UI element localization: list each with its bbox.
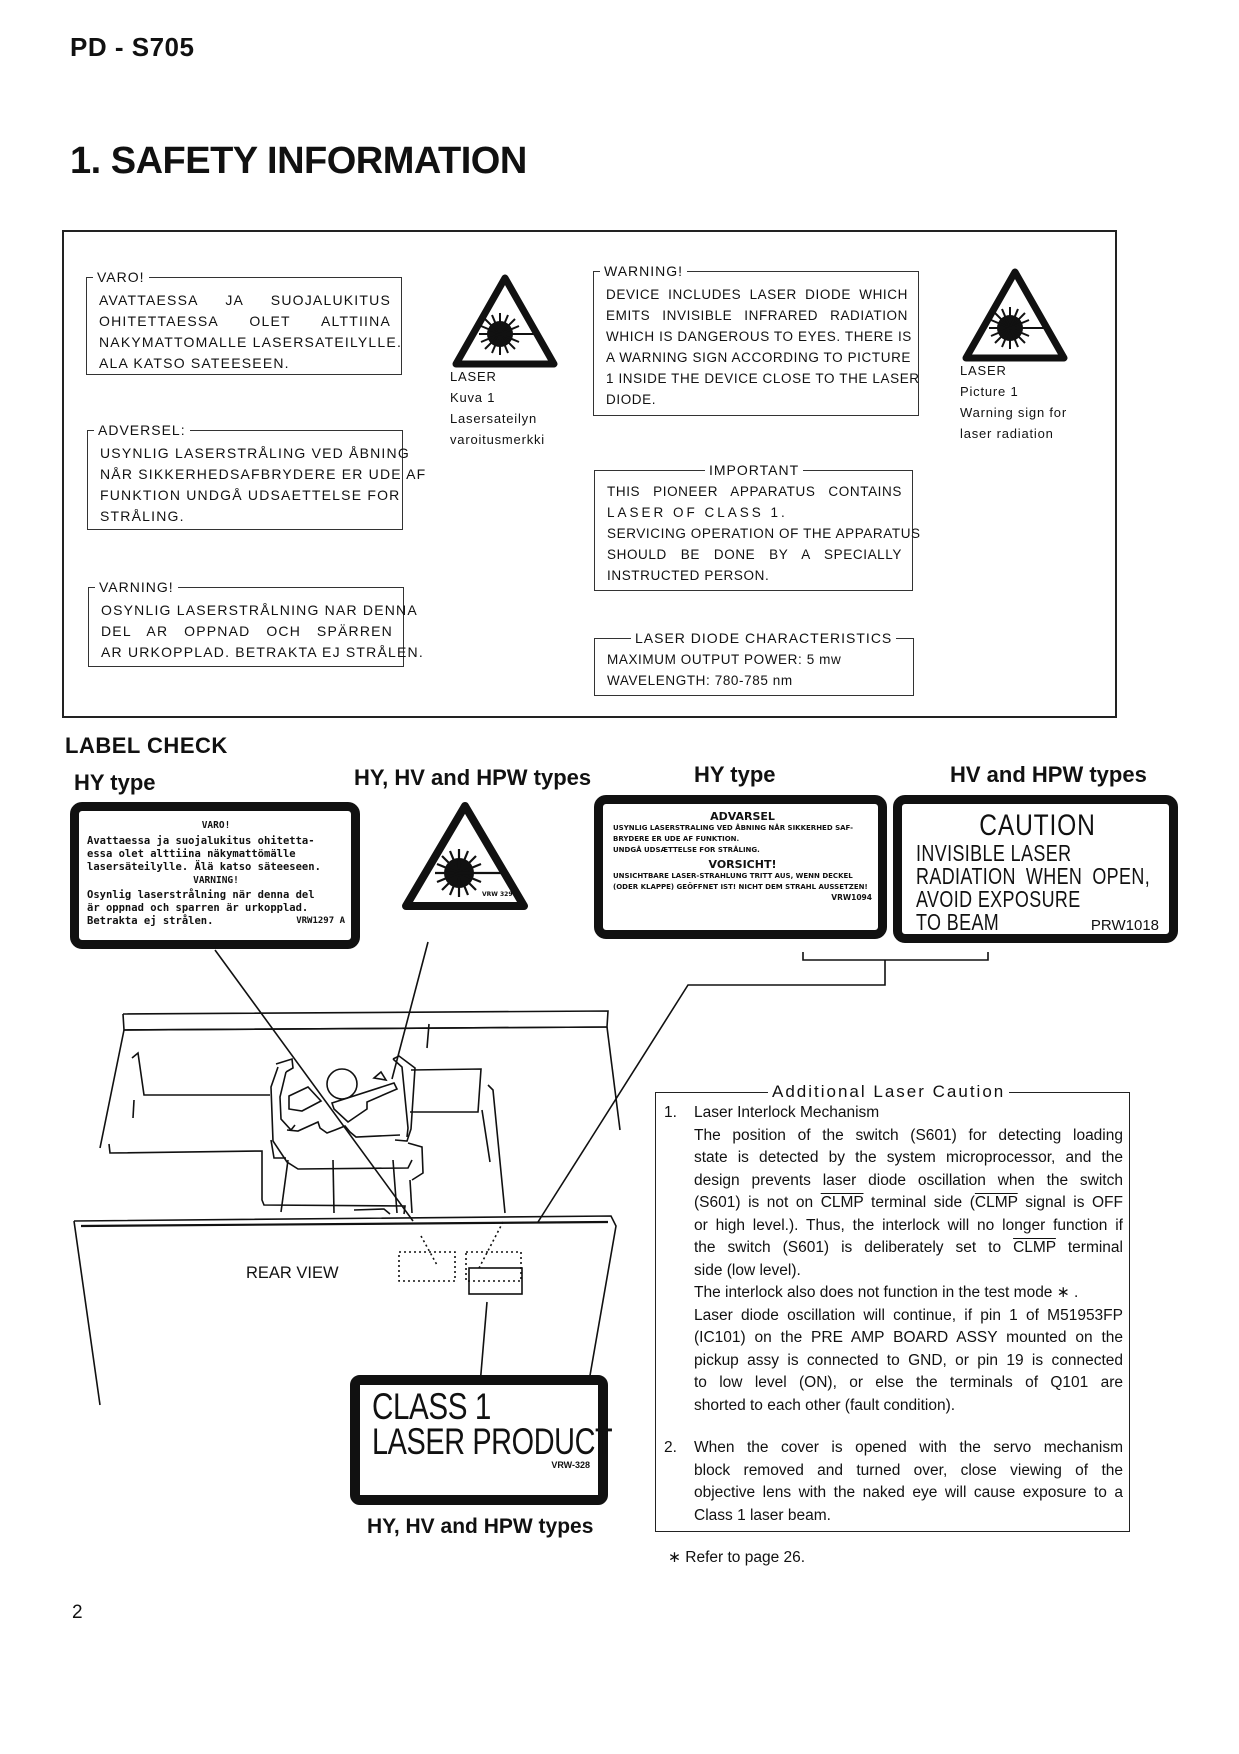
label-line: Betrakta ej strålen.	[87, 915, 214, 927]
varning-notice-box	[88, 579, 424, 667]
label-code: VRW1297 A	[296, 916, 345, 926]
max-output-power: MAXIMUM OUTPUT POWER: 5 mw	[607, 652, 842, 667]
label-line: USYNLIG LASERSTRALING VED ÅBNING NÅR SIKKERHED SAF-	[613, 824, 854, 832]
important-line: SERVICING OPERATION OF THE APPARATUS	[607, 526, 921, 541]
item-number: 1.	[664, 1104, 677, 1121]
varning-line: AR URKOPPLAD. BETRAKTA EJ STRÅLEN.	[101, 644, 424, 660]
adversel-line: USYNLIG LASERSTRÅLING VED ÅBNING	[100, 445, 410, 461]
important-line: THIS PIONEER APPARATUS CONTAINS	[607, 484, 902, 499]
item-number: 2.	[664, 1439, 677, 1456]
varo-notice-box	[86, 269, 403, 375]
caution-line: AVOID EXPOSURE	[916, 886, 1081, 912]
item-line: block removed and turned over, close viewing of the	[694, 1461, 1123, 1479]
important-line: SHOULD BE DONE BY A SPECIALLY	[607, 547, 902, 562]
warning-line: DEVICE INCLUDES LASER DIODE WHICH	[606, 287, 908, 302]
caption-line: varoitusmerkki	[450, 432, 545, 447]
model-number: PD - S705	[70, 32, 195, 62]
label-title: ADVARSEL	[710, 810, 775, 823]
caution-line: TO BEAM	[916, 909, 1000, 935]
warning-line: WHICH IS DANGEROUS TO EYES. THERE IS	[606, 329, 912, 344]
wavelength: WAVELENGTH: 780-785 nm	[607, 673, 793, 688]
label-title: VARO!	[201, 820, 231, 831]
hy-type-heading: HY type	[74, 770, 156, 795]
item-heading: Laser Interlock Mechanism	[694, 1104, 880, 1121]
text-run: signal is OFF	[1017, 1194, 1123, 1211]
adversel-notice-box	[87, 422, 427, 530]
varo-line: ALA KATSO SATEESEEN.	[99, 355, 290, 371]
laser-warning-triangle-icon	[450, 272, 560, 372]
varo-legend: VARO!	[93, 268, 149, 286]
item-line: Class 1 laser beam.	[694, 1506, 831, 1524]
additional-laser-caution-box	[655, 1082, 1130, 1532]
varning-line: OSYNLIG LASERSTRÅLNING NAR DENNA	[101, 602, 418, 618]
label-line: BRYDERE ER UDE AF FUNKTION.	[613, 835, 740, 843]
item-line: (IC101) on the PRE AMP BOARD ASSY mounted on the	[694, 1329, 1123, 1346]
label-last-row	[87, 915, 345, 928]
caption-line: laser radiation	[960, 426, 1054, 441]
english-sign-caption	[960, 360, 1067, 444]
hv-hpw-types-heading: HV and HPW types	[950, 762, 1147, 787]
caution-code: PRW1018	[1090, 917, 1159, 934]
item-line: When the cover is opened with the servo mechanism	[694, 1439, 1123, 1456]
item-line: to low level (ON), or else the terminals of Q101 are	[694, 1374, 1123, 1391]
important-line: INSTRUCTED PERSON.	[607, 568, 770, 583]
caption-line: LASER	[450, 369, 497, 384]
clmp-signal: CLMP	[820, 1194, 864, 1211]
caption-line: Warning sign for	[960, 405, 1067, 420]
caution-line: INVISIBLE LASER	[916, 840, 1072, 866]
item-line: or high level.). Thus, the interlock will no longer function if	[694, 1216, 1123, 1234]
caution-line: RADIATION WHEN OPEN,	[916, 863, 1151, 889]
clmp-signal: CLMP	[974, 1194, 1018, 1211]
varo-line: OHITETTAESSA OLET ALTTIINA	[99, 313, 391, 329]
label-line: UNDGÅ UDSÆTTELSE FOR STRÅLING.	[613, 846, 760, 854]
label-check-heading: LABEL CHECK	[65, 733, 228, 758]
varo-line: AVATTAESSA JA SUOJALUKITUS	[99, 292, 391, 308]
label-line: Avattaessa ja suojalukitus ohitetta-	[87, 835, 315, 847]
text-run: terminal	[1055, 1239, 1123, 1256]
laser-diode-characteristics-box	[594, 630, 914, 696]
caption-line: Lasersateilyn	[450, 411, 537, 426]
label-line: essa olet alttiina näkymattömälle	[87, 848, 296, 860]
warning-line: 1 INSIDE THE DEVICE CLOSE TO THE LASER	[606, 371, 920, 386]
item-text	[694, 1102, 1123, 1417]
class1-caption: HY, HV and HPW types	[367, 1515, 594, 1538]
item-line: objective lens with the naked eye will cause exposure to a	[694, 1484, 1123, 1501]
important-line: LASER OF CLASS 1.	[607, 505, 788, 520]
additional-caution-legend: Additional Laser Caution	[768, 1082, 1009, 1102]
label-line: Osynlig laserstrålning när denna del	[87, 889, 315, 901]
item-line: state is detected by the system microprocessor, and the	[694, 1149, 1123, 1166]
label-title: VARNING!	[193, 875, 239, 886]
varo-line: NAKYMATTOMALLE LASERSATEILYLLE.	[99, 334, 403, 350]
text-run: terminal side (	[863, 1194, 975, 1211]
all-types-heading: HY, HV and HPW types	[354, 765, 592, 790]
laser-warning-triangle-icon	[960, 266, 1070, 366]
adversel-line: STRÅLING.	[100, 508, 185, 524]
hy-advarsel-label	[594, 795, 887, 939]
class1-line: LASER PRODUCT	[372, 1421, 613, 1462]
triangle-label-code: VRW 329	[482, 891, 513, 898]
warning-notice-box	[593, 263, 920, 416]
label-line: lasersäteilylle. Älä katso säteeseen.	[87, 861, 321, 873]
clmp-signal: CLMP	[1013, 1239, 1056, 1256]
diode-legend: LASER DIODE CHARACTERISTICS	[631, 629, 896, 647]
adversel-line: NÅR SIKKERHEDSAFBRYDERE ER UDE AF	[100, 466, 427, 482]
item-line: pickup assy is connected to GND, or pin 19 is connected	[694, 1351, 1123, 1369]
caution-label	[893, 795, 1178, 943]
caution-title: CAUTION	[979, 809, 1096, 842]
warning-legend: WARNING!	[600, 262, 687, 280]
text-run: (S601) is not on	[694, 1194, 821, 1211]
item-line: side (low level).	[694, 1261, 801, 1279]
item-line: The position of the switch (S601) for detecting loading	[694, 1126, 1123, 1144]
item-line	[694, 1237, 1123, 1260]
varning-legend: VARNING!	[95, 578, 178, 596]
section-title: 1. SAFETY INFORMATION	[70, 140, 527, 182]
important-notice-box	[594, 462, 921, 591]
item-line: shorted to each other (fault condition).	[694, 1396, 956, 1414]
label-title: VORSICHT!	[708, 858, 777, 871]
caption-line: Kuva 1	[450, 390, 496, 405]
caption-line: LASER	[960, 363, 1007, 378]
page-number: 2	[72, 1602, 83, 1623]
class1-code: VRW-328	[551, 1460, 590, 1470]
item-line: The interlock also does not function in the test mode ∗ .	[694, 1284, 1079, 1301]
footnote: ∗ Refer to page 26.	[668, 1549, 806, 1566]
adversel-line: FUNKTION UNDGÅ UDSAETTELSE FOR	[100, 487, 401, 503]
important-legend: IMPORTANT	[705, 461, 803, 479]
varning-line: DEL AR OPPNAD OCH SPÄRREN	[101, 623, 393, 639]
class1-laser-product-label	[350, 1375, 613, 1505]
caption-line: Picture 1	[960, 384, 1019, 399]
warning-line: EMITS INVISIBLE INFRARED RADIATION	[606, 308, 908, 323]
label-code: VRW1094	[831, 893, 872, 902]
warning-line: DIODE.	[606, 392, 657, 407]
warning-line: A WARNING SIGN ACCORDING TO PICTURE	[606, 350, 912, 365]
item-line: design prevents laser diode oscillation when the switch	[694, 1171, 1123, 1189]
hy-varo-label	[70, 802, 360, 949]
adversel-legend: ADVERSEL:	[94, 421, 190, 439]
item-line: Laser diode oscillation will continue, if pin 1 of M51953FP	[694, 1306, 1123, 1324]
finnish-sign-caption	[450, 366, 545, 450]
text-run: the switch (S601) is deliberately set to	[694, 1239, 1014, 1256]
label-line: UNSICHTBARE LASER-STRAHLUNG TRITT AUS, WENN DECKEL	[613, 872, 853, 880]
hy-type-heading-2: HY type	[694, 762, 776, 787]
label-line: (ODER KLAPPE) GEÖFFNET IST! NICHT DEM STRAHL AUSSETZEN!	[613, 883, 868, 891]
item-line	[694, 1192, 1123, 1215]
item-text	[694, 1437, 1123, 1527]
class1-line: CLASS 1	[372, 1386, 491, 1427]
rear-view-label: REAR VIEW	[246, 1264, 339, 1282]
laser-warning-triangle-icon	[400, 800, 530, 915]
label-line: är oppnad och sparren är urkopplad.	[87, 902, 309, 914]
